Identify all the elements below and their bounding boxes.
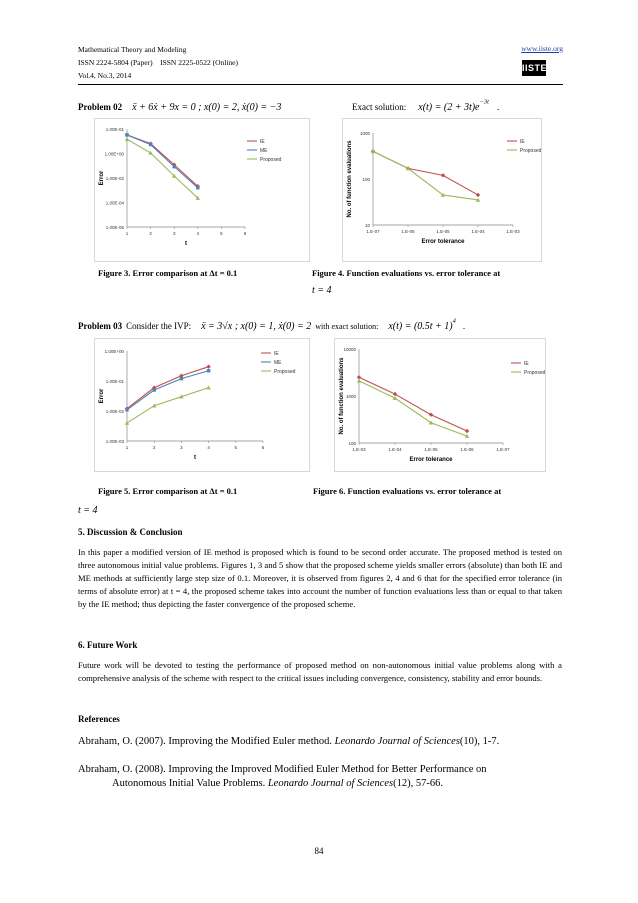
problem03-mid: with exact solution: bbox=[315, 322, 379, 331]
fig3-point-proposed bbox=[148, 151, 152, 155]
fig6-x-tick-label: 1.E-04 bbox=[388, 447, 402, 452]
figure6-svg bbox=[335, 339, 545, 471]
fig4-point-ie bbox=[476, 193, 480, 197]
fig3-x-tick-label: 2 bbox=[149, 231, 152, 236]
figure6-caption: Figure 6. Function evaluations vs. error tolerance at bbox=[313, 486, 502, 496]
problem03-solution-exp: 4 bbox=[452, 317, 456, 325]
fig4-x-label: Error tolerance bbox=[421, 239, 465, 245]
fig5-x-tick-label: 1 bbox=[125, 445, 129, 450]
figure3-caption: Figure 3. Error comparison at Δt = 0.1 bbox=[98, 268, 238, 278]
fig4-x-tick-label: 1.E-05 bbox=[436, 229, 450, 234]
fig3-y-tick-label: 1.00E-04 bbox=[105, 200, 124, 206]
fig5-x-tick-label: 3 bbox=[180, 445, 183, 450]
website-link[interactable]: www.iiste.org bbox=[521, 44, 563, 53]
fig6-point-ie bbox=[429, 413, 433, 417]
figure4-chart bbox=[342, 118, 542, 262]
section5-heading: 5. Discussion & Conclusion bbox=[78, 527, 183, 537]
fig4-x-tick-label: 1.E-04 bbox=[471, 229, 485, 234]
fig6-point-proposed bbox=[357, 379, 361, 383]
references-heading: References bbox=[78, 714, 120, 724]
volume: Vol.4, No.3, 2014 bbox=[78, 71, 132, 80]
section5-paragraph: In this paper a modified version of IE method is proposed which is found to be second order accurate. The proposed method is tested on three autonomous initial value problems. Figures 1, 3 and 5 show that the proposed scheme yields smaller errors (absolute) than both IE and ME methods at sufficiently large step size of 0.1. Moreover, it is observed from figures 2, 4 and 6 that for the specified error tolerance (in terms of absolute error) at t = 4, the proposed scheme takes into account the number of function evaluations less than or equal to that taken by the IE method; thus depicting the faster convergence of the proposed scheme. bbox=[78, 547, 562, 609]
fig5-series-me-line bbox=[127, 371, 209, 410]
ref1-text: Abraham, O. (2007). Improving the Modified Euler method. bbox=[78, 736, 335, 747]
fig3-x-tick-label: 4 bbox=[196, 231, 200, 236]
fig6-x-tick-label: 1.E-05 bbox=[424, 447, 438, 452]
fig4-point-ie bbox=[441, 173, 445, 177]
ref2-text: Abraham, O. (2008). Improving the Improved Modified Euler Method for Better Performance on bbox=[78, 764, 487, 775]
fig5-point-proposed bbox=[206, 385, 210, 389]
page-number: 84 bbox=[314, 846, 324, 856]
figure4-caption-t: t = 4 bbox=[312, 285, 332, 296]
fig4-x-tick-label: 1.E-06 bbox=[401, 229, 415, 234]
fig5-point-me bbox=[180, 377, 183, 380]
exact-solution: x(t) = (2 + 3t)e bbox=[418, 102, 480, 113]
fig5-x-tick-label: 6 bbox=[261, 445, 265, 450]
exact-label: Exact solution: bbox=[352, 102, 407, 112]
fig5-y-tick-label: 1.00E-01 bbox=[105, 379, 124, 384]
reference-2-line2 bbox=[112, 777, 443, 791]
exact-end: . bbox=[496, 102, 500, 112]
fig4-x-tick-label: 1.E-07 bbox=[366, 229, 380, 234]
fig6-legend-label-proposed: Proposed bbox=[524, 370, 545, 376]
problem03-equation: ẍ = 3√x ; x(0) = 1, ẋ(0) = 2 bbox=[201, 321, 312, 332]
iiste-logo: IISTE bbox=[522, 60, 546, 76]
ref2-text-2: Autonomous Initial Value Problems. bbox=[112, 778, 268, 789]
fig3-x-tick-label: 6 bbox=[243, 231, 247, 236]
reference-2 bbox=[78, 763, 487, 777]
fig3-legend-label-ie: IE bbox=[260, 139, 265, 145]
fig6-y-tick-label: 10000 bbox=[343, 347, 356, 352]
figure5-caption: Figure 5. Error comparison at Δt = 0.1 bbox=[98, 486, 238, 496]
fig4-y-label: No. of function evaluations bbox=[347, 140, 353, 218]
fig3-point-proposed bbox=[125, 137, 129, 141]
fig3-y-label: Error bbox=[99, 170, 105, 186]
fig4-y-tick-label: 1000 bbox=[359, 131, 370, 136]
fig6-x-tick-label: 1.E-07 bbox=[496, 447, 510, 452]
fig4-series-proposed-line bbox=[373, 151, 478, 200]
fig5-series-proposed-line bbox=[127, 388, 209, 423]
fig5-y-tick-label: 1.00E+00 bbox=[104, 349, 124, 354]
fig3-x-tick-label: 3 bbox=[172, 231, 176, 236]
fig5-y-tick-label: 1.00E-03 bbox=[105, 439, 124, 444]
ref2-journal: Leonardo Journal of Sciences bbox=[267, 778, 394, 789]
fig4-y-tick-label: 10 bbox=[364, 223, 370, 228]
problem02-equation: ẍ + 6ẋ + 9x = 0 ; x(0) = 2, ẋ(0) = −3 bbox=[132, 102, 282, 113]
fig6-y-tick-label: 100 bbox=[348, 441, 356, 446]
fig3-point-me bbox=[196, 186, 199, 189]
fig6-point-ie bbox=[465, 429, 469, 433]
fig5-x-label: t bbox=[194, 455, 196, 461]
fig6-legend-label-ie: IE bbox=[524, 361, 529, 367]
fig3-x-tick-label: 1 bbox=[125, 231, 129, 236]
fig4-series-ie-line bbox=[373, 151, 478, 195]
fig3-series-proposed-line bbox=[127, 139, 198, 198]
fig6-x-label: Error tolerance bbox=[409, 457, 453, 463]
ref2-post: (12), 57-66. bbox=[393, 778, 444, 789]
fig3-y-tick-label: 1.00E-01 bbox=[105, 127, 124, 132]
problem03-solution: x(t) = (0.5t + 1) bbox=[388, 321, 453, 332]
fig3-point-me bbox=[149, 143, 152, 146]
problem03-label: Problem 03 bbox=[78, 321, 123, 331]
problem02-exact bbox=[352, 97, 499, 115]
fig3-y-tick-label: 1.00E+00 bbox=[104, 151, 124, 157]
fig6-x-tick-label: 1.E-06 bbox=[460, 447, 474, 452]
figure6-chart bbox=[334, 338, 546, 472]
figure3-svg bbox=[95, 119, 309, 261]
fig5-legend-label-proposed: Proposed bbox=[274, 369, 296, 375]
reference-1 bbox=[78, 735, 499, 749]
fig5-point-me bbox=[153, 388, 156, 391]
ref1-journal: Leonardo Journal of Sciences bbox=[334, 736, 460, 747]
fig5-y-label: Error bbox=[99, 388, 105, 404]
fig5-point-me bbox=[125, 408, 128, 411]
fig5-x-tick-label: 4 bbox=[207, 445, 210, 450]
journal-title: Mathematical Theory and Modeling bbox=[78, 45, 187, 54]
fig4-y-tick-label: 100 bbox=[362, 177, 370, 182]
exact-exponent: −3t bbox=[479, 98, 489, 106]
fig4-legend-label-proposed: Proposed bbox=[520, 148, 541, 154]
fig5-x-tick-label: 2 bbox=[152, 445, 156, 450]
fig5-point-ie bbox=[206, 364, 210, 368]
fig6-x-tick-label: 1.E-03 bbox=[352, 447, 366, 452]
fig3-y-tick-label: 1.00E-02 bbox=[105, 176, 124, 181]
fig3-y-tick-label: 1.00E-06 bbox=[105, 225, 124, 230]
fig3-point-me bbox=[125, 133, 128, 136]
fig4-legend-label-ie: IE bbox=[520, 139, 525, 145]
fig5-y-tick-label: 1.00E-02 bbox=[105, 409, 124, 414]
figure5-caption-t: t = 4 bbox=[78, 505, 98, 516]
figure5-svg bbox=[95, 339, 309, 471]
problem02-line bbox=[78, 97, 281, 115]
fig5-point-me bbox=[207, 369, 210, 372]
issn: ISSN 2224-5804 (Paper) ISSN 2225-0522 (Online) bbox=[78, 58, 238, 67]
problem03-line bbox=[78, 316, 465, 334]
fig3-legend-label-proposed: Proposed bbox=[260, 157, 282, 163]
fig3-x-tick-label: 5 bbox=[220, 231, 223, 236]
fig6-series-ie-line bbox=[359, 377, 467, 431]
header-rule bbox=[78, 84, 563, 85]
figure5-chart bbox=[94, 338, 310, 472]
fig5-series-ie-line bbox=[127, 367, 209, 409]
ref1-post: (10), 1-7. bbox=[459, 736, 500, 747]
fig6-y-tick-label: 1000 bbox=[345, 394, 356, 399]
fig3-series-me-line bbox=[127, 135, 198, 188]
figure3-chart bbox=[94, 118, 310, 262]
figure4-svg bbox=[343, 119, 541, 261]
fig6-y-label: No. of function evaluations bbox=[339, 357, 345, 435]
problem02-label: Problem 02 bbox=[78, 102, 123, 112]
fig5-legend-label-ie: IE bbox=[274, 351, 279, 357]
section6-heading: 6. Future Work bbox=[78, 640, 138, 650]
fig5-legend-label-me: ME bbox=[274, 360, 282, 366]
section6-paragraph: Future work will be devoted to testing the performance of proposed method on non-autonomous initial value problems along with a comprehensive analysis of the scheme with respect to the critical issues including convergence, consistency, stability and error bounds. bbox=[78, 660, 562, 683]
problem03-end: . bbox=[462, 321, 466, 331]
problem03-intro: Consider the IVP: bbox=[126, 321, 192, 331]
fig3-legend-label-me: ME bbox=[260, 148, 268, 154]
fig3-point-me bbox=[173, 165, 176, 168]
fig6-series-proposed-line bbox=[359, 381, 467, 436]
fig3-x-label: t bbox=[185, 241, 187, 247]
figure4-caption: Figure 4. Function evaluations vs. error tolerance at bbox=[312, 268, 501, 278]
fig4-x-tick-label: 1.E-03 bbox=[506, 229, 520, 234]
fig6-point-ie bbox=[393, 392, 397, 396]
fig5-x-tick-label: 5 bbox=[234, 445, 238, 450]
